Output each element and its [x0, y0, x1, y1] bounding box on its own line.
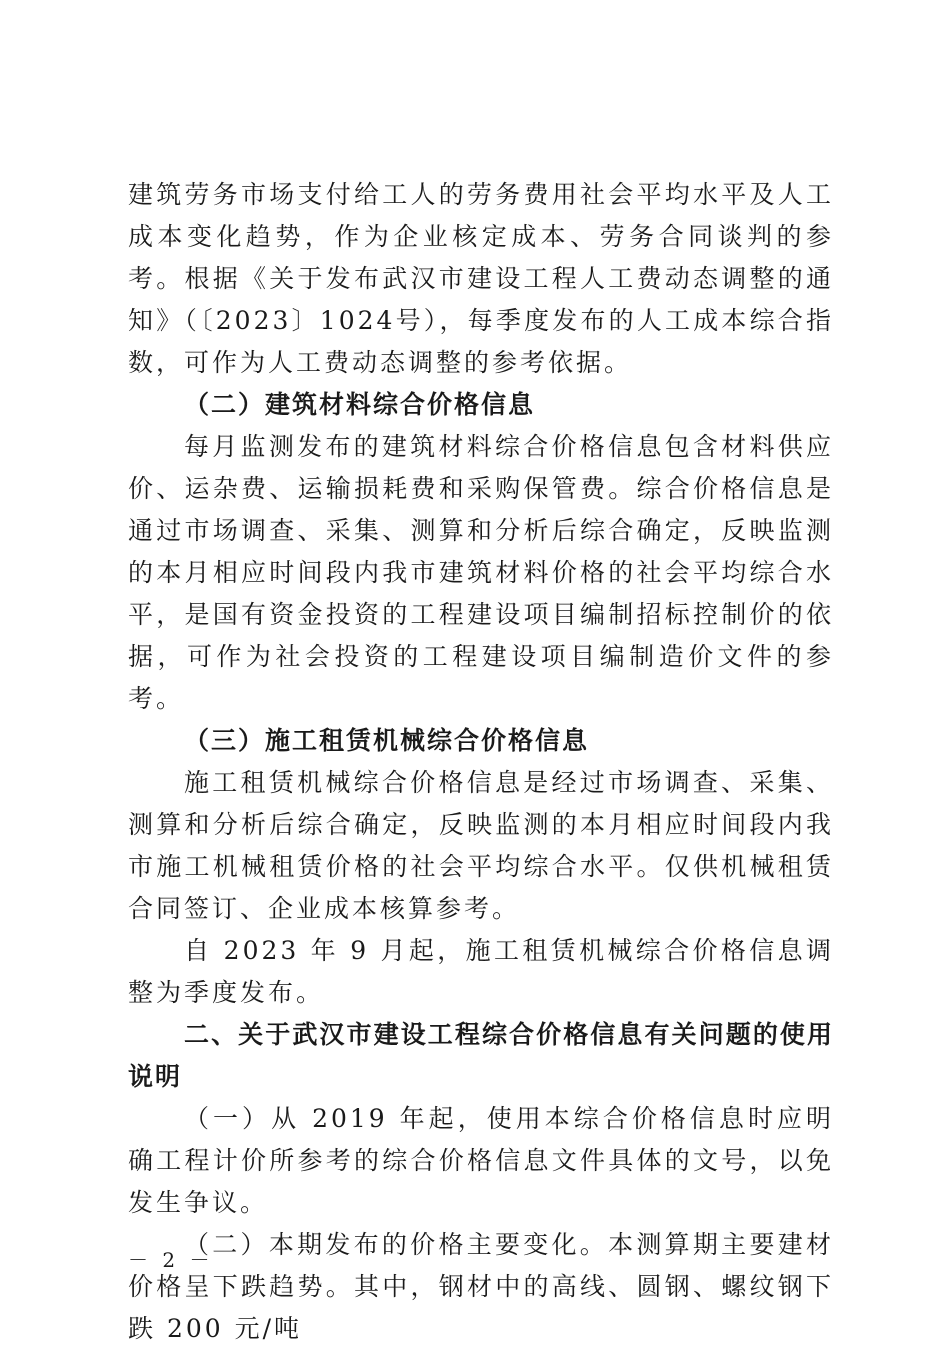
- heading-usage-notes: 二、关于武汉市建设工程综合价格信息有关问题的使用说明: [128, 1020, 834, 1091]
- paragraph-machinery-rental: 施工租赁机械综合价格信息是经过市场调查、采集、测算和分析后综合确定，反映监测的本月相应时间段内我市施工机械租赁价格的社会平均综合水平。仅供机械租赁合同签订、企业成本核算参考。: [128, 768, 834, 923]
- heading-machinery-rental: （三）施工租赁机械综合价格信息: [184, 726, 590, 755]
- page-number: － 2 －: [128, 1248, 214, 1272]
- body-text: [128, 174, 834, 1350]
- paragraph-building-materials: 每月监测发布的建筑材料综合价格信息包含材料供应价、运杂费、运输损耗费和采购保管费。综合价格信息是通过市场调查、采集、测算和分析后综合确定，反映监测的本月相应时间段内我市建筑材料价格的社会平均综合水平，是国有资金投资的工程建设项目编制招标控制价的依据，可作为社会投资的工程建设项目编制造价文件的参考。: [128, 432, 834, 713]
- paragraph-quarterly-release: 自 2023 年 9 月起，施工租赁机械综合价格信息调整为季度发布。: [128, 936, 834, 1007]
- paragraph-usage-note-2: （二）本期发布的价格主要变化。本测算期主要建材价格呈下跌趋势。其中，钢材中的高线、圆钢、螺纹钢下跌 200 元/吨: [128, 1230, 834, 1343]
- paragraph-labor-cost: 建筑劳务市场支付给工人的劳务费用社会平均水平及人工成本变化趋势，作为企业核定成本、劳务合同谈判的参考。根据《关于发布武汉市建设工程人工费动态调整的通知》（〔2023〕1024号），每季度发布的人工成本综合指数，可作为人工费动态调整的参考依据。: [128, 180, 834, 377]
- paragraph-usage-note-1: （一）从 2019 年起，使用本综合价格信息时应明确工程计价所参考的综合价格信息文件具体的文号，以免发生争议。: [128, 1104, 834, 1217]
- heading-building-materials: （二）建筑材料综合价格信息: [184, 390, 536, 419]
